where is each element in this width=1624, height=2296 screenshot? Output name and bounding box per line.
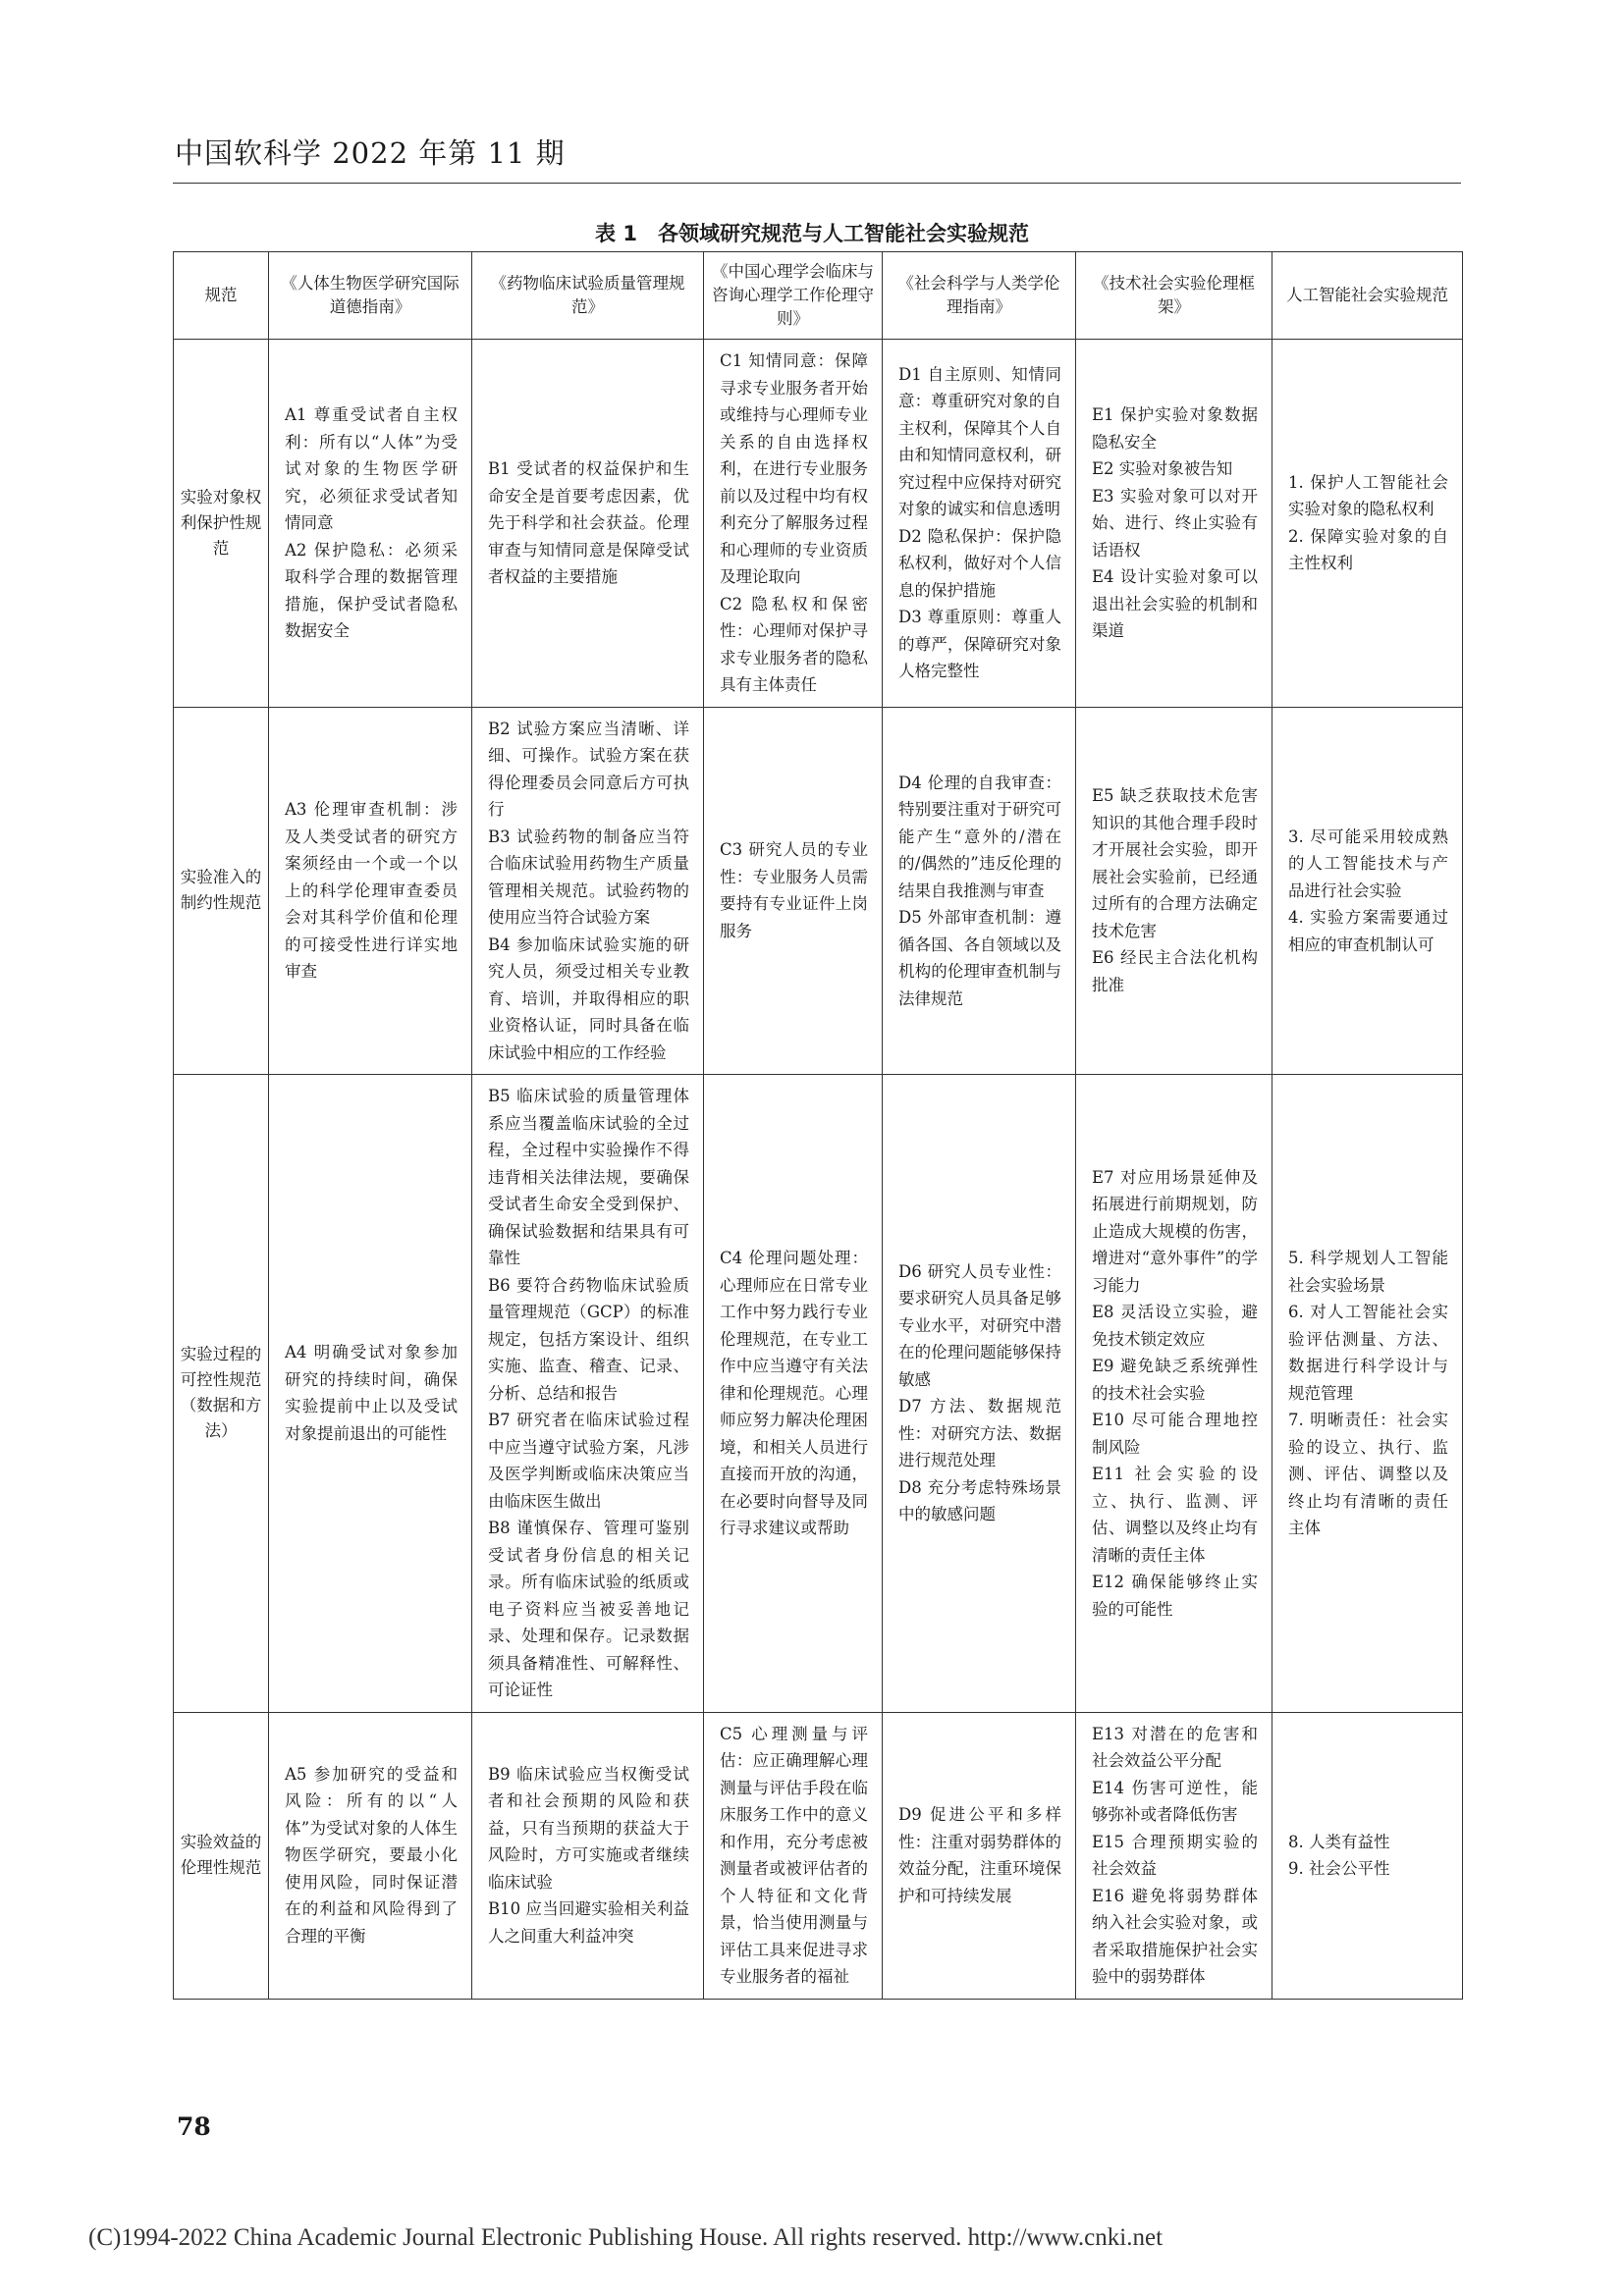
cell-entry: 2. 保障实验对象的自主性权利 (1288, 526, 1448, 573)
table-body (174, 340, 1463, 2000)
cell-entry: D9 促进公平和多样性：注重对弱势群体的效益分配，注重环境保护和可持续发展 (898, 1805, 1061, 1905)
cell-entry: E11 社会实验的设立、执行、监测、评估、调整以及终止均有清晰的责任主体 (1092, 1465, 1258, 1565)
cell-entry: E12 确保能够终止实验的可能性 (1092, 1573, 1258, 1619)
cell-entry: E16 避免将弱势群体纳入社会实验对象，或者采取措施保护社会实验中的弱势群体 (1092, 1886, 1258, 1986)
table-cell (1076, 707, 1272, 1075)
table-cell (269, 707, 472, 1075)
cell-entry: C1 知情同意：保障寻求专业服务者开始或维持与心理师专业关系的自由选择权利，在进行专业服务前以及过程中均有权利充分了解服务过程和心理师的专业资质及理论取向 (720, 351, 868, 586)
cell-entry: B2 试验方案应当清晰、详细、可操作。试验方案在获得伦理委员会同意后方可执行 (488, 719, 689, 819)
cell-entry: E10 尽可能合理地控制风险 (1092, 1411, 1258, 1457)
cell-entry: A5 参加研究的受益和风险：所有的以“人体”为受试对象的人体生物医学研究，要最小化使用风险，同时保证潜在的利益和风险得到了合理的平衡 (285, 1764, 458, 1946)
row-header: 实验准入的制约性规范 (174, 707, 269, 1075)
cell-entry: C3 研究人员的专业性：专业服务人员需要持有专业证件上岗服务 (720, 840, 868, 940)
cell-entry: D5 外部审查机制：遵循各国、各自领域以及机构的伦理审查机制与法律规范 (898, 908, 1061, 1008)
row-header: 实验过程的可控性规范（数据和方法） (174, 1075, 269, 1713)
cell-entry: E2 实验对象被告知 (1092, 459, 1233, 478)
cell-entry: 7. 明晰责任：社会实验的设立、执行、监测、评估、调整以及终止均有清晰的责任主体 (1288, 1411, 1448, 1537)
cell-entry: D6 研究人员专业性：要求研究人员具备足够专业水平，对研究中潜在的伦理问题能够保持敏感 (898, 1261, 1061, 1389)
cell-entry: E14 伤害可逆性，能够弥补或者降低伤害 (1092, 1778, 1258, 1824)
cell-entry: A3 伦理审查机制：涉及人类受试者的研究方案须经由一个或一个以上的科学伦理审查委员会对其科学价值和伦理的可接受性进行详实地审查 (285, 800, 458, 981)
cell-entry: B6 要符合药物临床试验质量管理规范（GCP）的标准规定，包括方案设计、组织实施、监查、稽查、记录、分析、总结和报告 (488, 1275, 689, 1403)
column-header: 《中国心理学会临床与咨询心理学工作伦理守则》 (704, 252, 883, 340)
table-cell (1272, 707, 1463, 1075)
cell-entry: B3 试验药物的制备应当符合临床试验用药物生产质量管理相关规范。试验药物的使用应当符合试验方案 (488, 827, 689, 927)
cell-entry: 9. 社会公平性 (1288, 1859, 1390, 1878)
table-header-row (174, 252, 1463, 340)
table-row (174, 340, 1463, 708)
table-cell (269, 1712, 472, 1999)
table-cell (472, 340, 704, 708)
table-cell (1076, 1075, 1272, 1713)
table-cell (704, 1075, 883, 1713)
cell-entry: C5 心理测量与评估：应正确理解心理测量与评估手段在临床服务工作中的意义和作用，充分考虑被测量者或被评估者的个人特征和文化背景，恰当使用测量与评估工具来促进寻求专业服务者的福祉 (720, 1724, 868, 1986)
table-row (174, 1075, 1463, 1713)
header-rule (173, 183, 1461, 184)
cell-entry: E9 避免缺乏系统弹性的技术社会实验 (1092, 1357, 1258, 1403)
cell-entry: B5 临床试验的质量管理体系应当覆盖临床试验的全过程，全过程中实验操作不得违背相关法律法规，要确保受试者生命安全受到保护、确保试验数据和结果具有可靠性 (488, 1087, 689, 1267)
table-cell (269, 340, 472, 708)
column-header: 《人体生物医学研究国际道德指南》 (269, 252, 472, 340)
cell-entry: 8. 人类有益性 (1288, 1832, 1390, 1851)
cell-entry: D1 自主原则、知情同意：尊重研究对象的自主权利，保障其个人自由和知情同意权利，研究过程中应保持对研究对象的诚实和信息透明 (898, 364, 1061, 519)
cell-entry: 5. 科学规划人工智能社会实验场景 (1288, 1249, 1448, 1295)
table-row (174, 707, 1463, 1075)
cell-entry: A2 保护隐私：必须采取科学合理的数据管理措施，保护受试者隐私数据安全 (285, 540, 458, 640)
cell-entry: B7 研究者在临床试验过程中应当遵守试验方案，凡涉及医学判断或临床决策应当由临床医生做出 (488, 1411, 689, 1511)
cell-entry: D7 方法、数据规范性：对研究方法、数据进行规范处理 (898, 1397, 1061, 1470)
copyright-footer: (C)1994-2022 China Academic Journal Electronic Publishing House. All rights reserved. http://www.cnki.net (88, 2224, 1164, 2251)
table-cell (704, 707, 883, 1075)
cell-entry: 4. 实验方案需要通过相应的审查机制认可 (1288, 908, 1448, 954)
cell-entry: E4 设计实验对象可以退出社会实验的机制和渠道 (1092, 567, 1258, 640)
cell-entry: D3 尊重原则：尊重人的尊严，保障研究对象人格完整性 (898, 608, 1061, 681)
cell-entry: E7 对应用场景延伸及拓展进行前期规划，防止造成大规模的伤害，增进对“意外事件”的学习能力 (1092, 1167, 1258, 1295)
column-header: 《社会科学与人类学伦理指南》 (883, 252, 1076, 340)
column-header: 《技术社会实验伦理框架》 (1076, 252, 1272, 340)
column-header: 《药物临床试验质量管理规范》 (472, 252, 704, 340)
cell-entry: E5 缺乏获取技术危害知识的其他合理手段时才开展社会实验，即开展社会实验前，已经通过所有的合理方法确定技术危害 (1092, 786, 1258, 940)
cell-entry: C2 隐私权和保密性：心理师对保护寻求专业服务者的隐私具有主体责任 (720, 594, 868, 694)
cell-entry: E1 保护实验对象数据隐私安全 (1092, 405, 1258, 452)
cell-entry: B1 受试者的权益保护和生命安全是首要考虑因素，优先于科学和社会获益。伦理审查与知情同意是保障受试者权益的主要措施 (488, 459, 689, 586)
table-cell (883, 707, 1076, 1075)
row-header: 实验效益的伦理性规范 (174, 1712, 269, 1999)
cell-entry: D2 隐私保护：保护隐私权利，做好对个人信息的保护措施 (898, 526, 1061, 600)
cell-entry: B8 谨慎保存、管理可鉴别受试者身份信息的相关记录。所有临床试验的纸质或电子资料应当被妥善地记录、处理和保存。记录数据须具备精准性、可解释性、可论证性 (488, 1519, 689, 1699)
cell-entry: E6 经民主合法化机构批准 (1092, 948, 1258, 994)
table-cell (1272, 1712, 1463, 1999)
column-header: 规范 (174, 252, 269, 340)
table-cell (883, 340, 1076, 708)
table-cell (704, 340, 883, 708)
table-cell (1272, 1075, 1463, 1713)
table-cell (1076, 1712, 1272, 1999)
table-cell (1076, 340, 1272, 708)
column-header: 人工智能社会实验规范 (1272, 252, 1463, 340)
cell-entry: 6. 对人工智能社会实验评估测量、方法、数据进行科学设计与规范管理 (1288, 1303, 1448, 1403)
cell-entry: A4 明确受试对象参加研究的持续时间，确保实验提前中止以及受试对象提前退出的可能性 (285, 1343, 458, 1443)
table-cell (704, 1712, 883, 1999)
table-cell (269, 1075, 472, 1713)
table-cell (1272, 340, 1463, 708)
table-title: 表 1 各领域研究规范与人工智能社会实验规范 (595, 222, 1029, 245)
table-cell (883, 1075, 1076, 1713)
page-number: 78 (177, 2112, 211, 2141)
cell-entry: 1. 保护人工智能社会实验对象的隐私权利 (1288, 472, 1448, 519)
table-cell (883, 1712, 1076, 1999)
cell-entry: E3 实验对象可以对开始、进行、终止实验有话语权 (1092, 486, 1258, 560)
cell-entry: E13 对潜在的危害和社会效益公平分配 (1092, 1724, 1258, 1770)
table-cell (472, 1712, 704, 1999)
comparison-table (173, 251, 1463, 2000)
cell-entry: D8 充分考虑特殊场景中的敏感问题 (898, 1477, 1061, 1524)
cell-entry: A1 尊重受试者自主权利：所有以“人体”为受试对象的生物医学研究，必须征求受试者知情同意 (285, 405, 458, 532)
journal-header: 中国软科学 2022 年第 11 期 (175, 136, 566, 170)
cell-entry: E15 合理预期实验的社会效益 (1092, 1832, 1258, 1878)
cell-entry: 3. 尽可能采用较成熟的人工智能技术与产品进行社会实验 (1288, 827, 1448, 900)
row-header: 实验对象权利保护性规范 (174, 340, 269, 708)
table-cell (472, 707, 704, 1075)
cell-entry: E8 灵活设立实验，避免技术锁定效应 (1092, 1303, 1258, 1349)
cell-entry: B10 应当回避实验相关利益人之间重大利益冲突 (488, 1899, 689, 1946)
cell-entry: D4 伦理的自我审查：特别要注重对于研究可能产生“意外的/潜在的/偶然的”违反伦理的结果自我推测与审查 (898, 773, 1061, 900)
cell-entry: B9 临床试验应当权衡受试者和社会预期的风险和获益，只有当预期的获益大于风险时，方可实施或者继续临床试验 (488, 1764, 689, 1892)
table-row (174, 1712, 1463, 1999)
cell-entry: C4 伦理问题处理：心理师应在日常专业工作中努力践行专业伦理规范，在专业工作中应当遵守有关法律和伦理规范。心理师应努力解决伦理困境，和相关人员进行直接而开放的沟通，在必要时向督导及同行寻求建议或帮助 (720, 1249, 868, 1537)
table-cell (472, 1075, 704, 1713)
cell-entry: B4 参加临床试验实施的研究人员，须受过相关专业教育、培训，并取得相应的职业资格认证，同时具备在临床试验中相应的工作经验 (488, 934, 689, 1062)
